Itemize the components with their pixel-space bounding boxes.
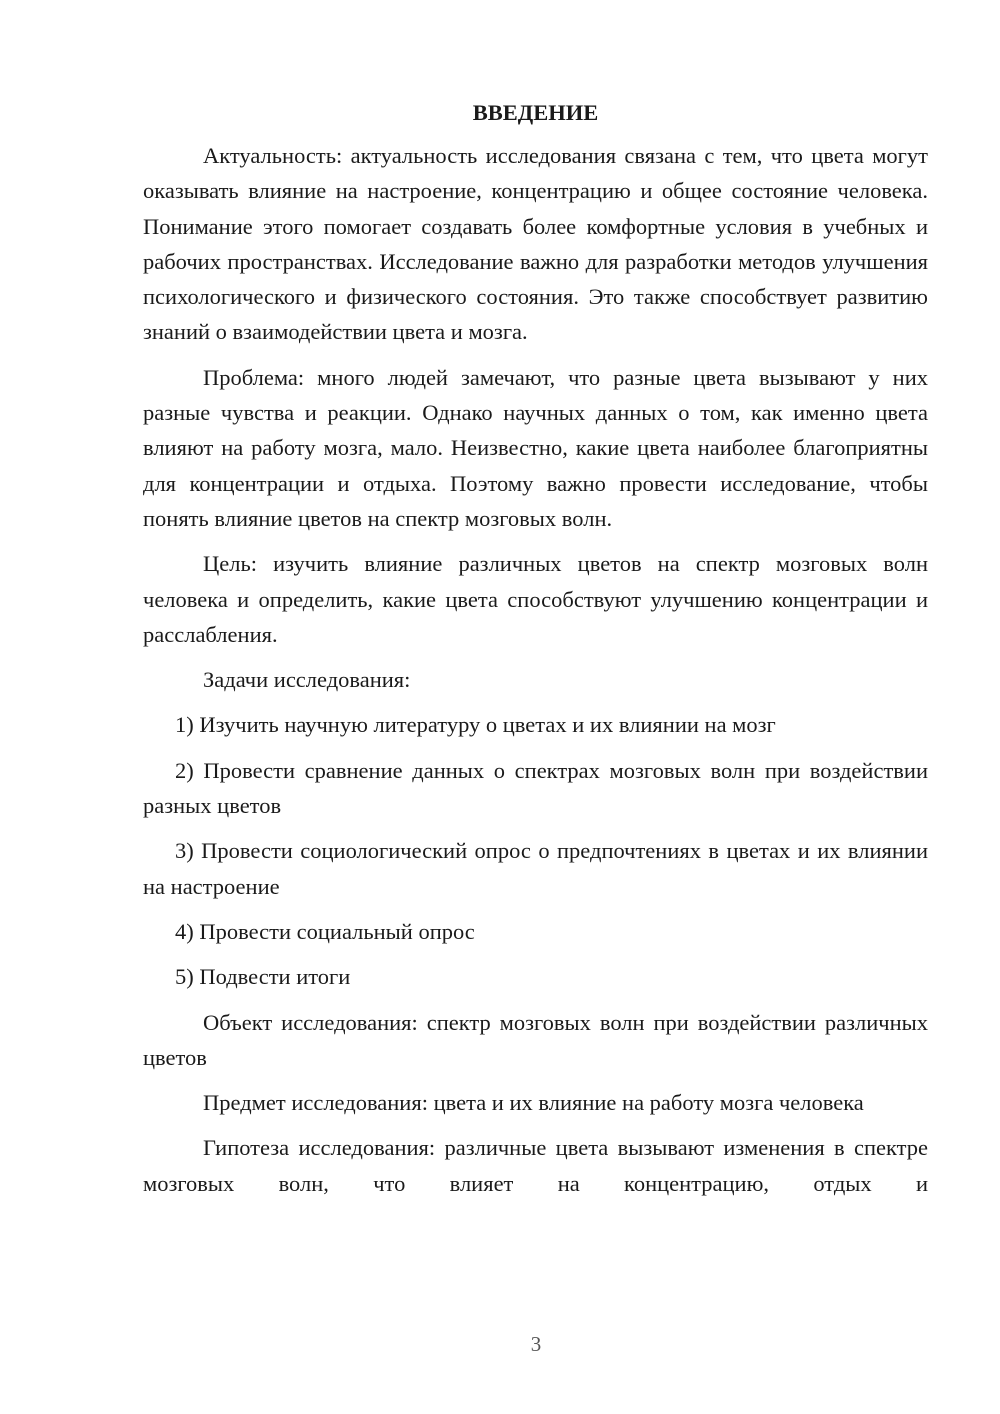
section-heading: ВВЕДЕНИЕ [472,100,599,125]
problem-paragraph: Проблема: много людей замечают, что разные цвета вызывают у них разные чувства и реакции. Однако научных данных о том, как именно цвета влияют на работу мозга, мало. Неизвестно, какие цвета наиболее благоприятны для концентрации и отдыха. Поэтому важно провести исследование, чтобы понять влияние цветов на спектр мозговых волн. [143,364,928,531]
relevance-paragraph: Актуальность: актуальность исследования связана с тем, что цвета могут оказывать влияние на настроение, концентрацию и общее состояние человека. Понимание этого помогает создавать более комфортные условия в учебных и рабочих пространствах. Исследование важно для разработки методов улучшения психологического и физического состояния. Это также способствует развитию знаний о взаимодействии цвета и мозга. [143,143,928,345]
goal-paragraph: Цель: изучить влияние различных цветов на спектр мозговых волн человека и определить, какие цвета способствуют улучшению концентрации и расслабления. [143,551,928,647]
object-paragraph: Объект исследования: спектр мозговых волн при воздействии различных цветов [143,1009,928,1070]
subject-paragraph: Предмет исследования: цвета и их влияние на работу мозга человека [203,1090,864,1116]
tasks-title: Задачи исследования: [203,667,411,693]
task-item: 2) Провести сравнение данных о спектрах мозговых волн при воздействии разных цветов [143,757,928,819]
task-item: 3) Провести социологический опрос о предпочтениях в цветах и их влиянии на настроение [143,838,928,899]
task-item: 5) Подвести итоги [175,964,351,990]
page-content [143,95,928,1201]
task-item: 4) Провести социальный опрос [175,918,475,944]
page-number: 3 [530,1332,542,1356]
task-item: 1) Изучить научную литературу о цветах и их влиянии на мозг [175,712,776,738]
hypothesis-paragraph: Гипотеза исследования: различные цвета вызывают изменения в спектре мозговых волн, что влияет на концентрацию, отдых и [143,1135,928,1196]
